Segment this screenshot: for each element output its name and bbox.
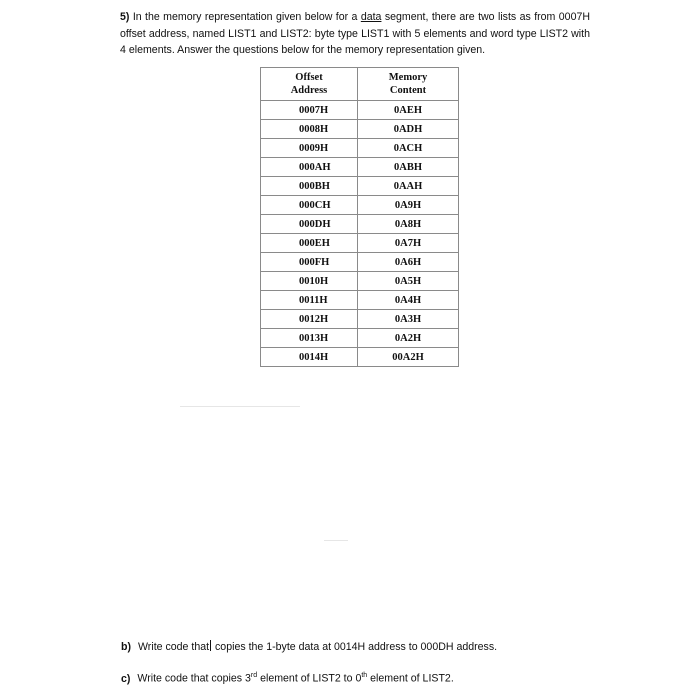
sub-question-b-text-2: copies the 1-byte data at 0014H address to 000DH address. — [212, 641, 498, 653]
offset-address-cell: 000CH — [261, 196, 358, 215]
sub-question-c-label: c) — [121, 672, 131, 685]
offset-address-cell: 0007H — [261, 101, 358, 120]
faint-artifact-line — [180, 406, 300, 407]
question-text-part-1: In the memory representation given below for a — [129, 11, 361, 23]
memory-content-cell: 0A7H — [358, 234, 459, 253]
offset-address-cell: 000DH — [261, 215, 358, 234]
memory-table-body — [261, 101, 459, 367]
offset-address-cell: 000AH — [261, 158, 358, 177]
table-row — [261, 196, 459, 215]
memory-content-cell: 0A4H — [358, 291, 459, 310]
table-row — [261, 158, 459, 177]
memory-content-cell: 0AEH — [358, 101, 459, 120]
offset-address-cell: 0010H — [261, 272, 358, 291]
offset-address-cell: 000FH — [261, 253, 358, 272]
text-cursor — [210, 640, 211, 651]
offset-address-cell: 0011H — [261, 291, 358, 310]
table-row — [261, 310, 459, 329]
memory-content-cell: 0A3H — [358, 310, 459, 329]
question-underlined-word: data — [360, 11, 382, 23]
table-row — [261, 234, 459, 253]
table-row — [261, 177, 459, 196]
table-row — [261, 253, 459, 272]
memory-content-cell: 0A2H — [358, 329, 459, 348]
memory-table — [260, 67, 459, 367]
header-memory-content-label: Memory Content — [388, 72, 428, 96]
memory-table-header-row — [261, 68, 459, 101]
table-row — [261, 329, 459, 348]
sub-question-b — [121, 640, 497, 653]
table-row — [261, 272, 459, 291]
question-text-part-2: segment, there are two lists as from 0007H offset address, named LIST1 and LIST2: byte type LIST1 with 5 elements and word type LIST2 with 4 elements. Answer the questions below for the memory representation given. — [120, 11, 591, 56]
sub-question-c-text-2: element of LIST2 to 0 — [257, 672, 362, 685]
sub-question-c-text-1: Write code that copies 3 — [137, 672, 251, 685]
offset-address-cell: 000EH — [261, 234, 358, 253]
question-number: 5) — [120, 11, 130, 23]
sub-question-b-label: b) — [121, 641, 131, 653]
sub-question-c-sup-1: rd — [250, 672, 258, 679]
memory-content-cell: 0A8H — [358, 215, 459, 234]
offset-address-cell: 0013H — [261, 329, 358, 348]
header-offset-address — [261, 68, 358, 101]
memory-content-cell: 0A5H — [358, 272, 459, 291]
table-row — [261, 348, 459, 367]
offset-address-cell: 0009H — [261, 139, 358, 158]
sub-question-b-text-1: Write code that — [138, 641, 210, 653]
table-row — [261, 120, 459, 139]
memory-content-cell: 00A2H — [358, 348, 459, 367]
offset-address-cell: 0008H — [261, 120, 358, 139]
sub-question-c-text-3: element of LIST2. — [367, 672, 454, 685]
table-row — [261, 215, 459, 234]
table-row — [261, 139, 459, 158]
sub-question-c-sup-2: th — [361, 672, 368, 679]
offset-address-cell: 0012H — [261, 310, 358, 329]
faint-artifact-mark — [324, 540, 348, 541]
offset-address-cell: 000BH — [261, 177, 358, 196]
sub-question-c — [121, 672, 454, 685]
memory-content-cell: 0ACH — [358, 139, 459, 158]
memory-content-cell: 0A9H — [358, 196, 459, 215]
offset-address-cell: 0014H — [261, 348, 358, 367]
memory-content-cell: 0A6H — [358, 253, 459, 272]
header-offset-address-label: Offset Address — [290, 72, 328, 96]
memory-content-cell: 0ABH — [358, 158, 459, 177]
memory-content-cell: 0AAH — [358, 177, 459, 196]
header-memory-content — [358, 68, 459, 101]
question-text — [120, 9, 590, 59]
memory-content-cell: 0ADH — [358, 120, 459, 139]
table-row — [261, 101, 459, 120]
table-row — [261, 291, 459, 310]
